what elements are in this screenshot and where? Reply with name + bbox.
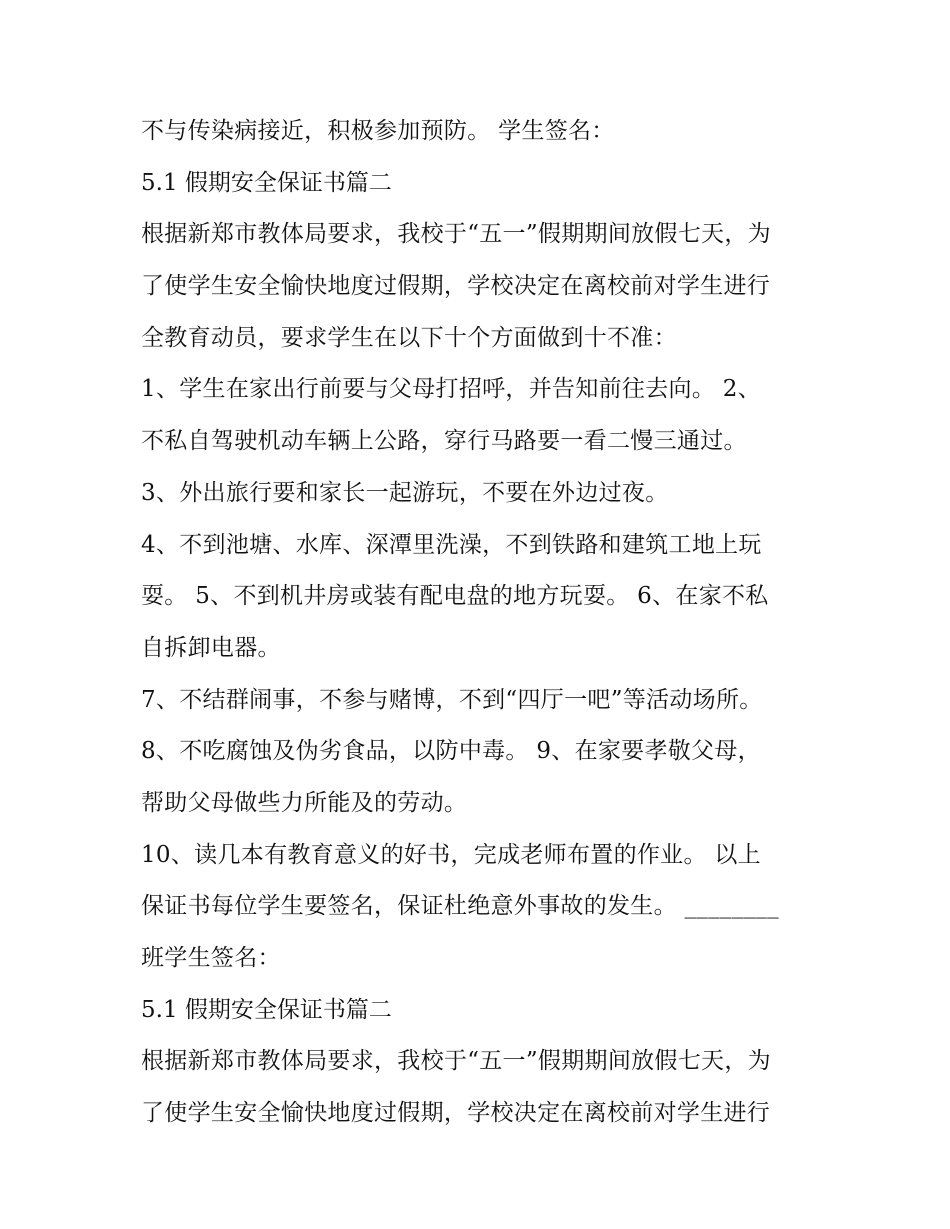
text-line: 根据新郑市教体局要求，我校于“五一”假期期间放假七天，为 — [141, 221, 771, 248]
text-line: 耍。 5、不到机井房或装有配电盘的地方玩耍。 6、在家不私 — [141, 583, 769, 610]
text-line: 根据新郑市教体局要求，我校于“五一”假期期间放假七天，为 — [141, 1048, 771, 1075]
text-line: 了使学生安全愉快地度过假期，学校决定在离校前对学生进行 — [141, 1100, 771, 1127]
section-heading: 5.1 假期安全保证书篇二 — [141, 996, 392, 1023]
text-line: 1、学生在家出行前要与父母打招呼，并告知前往去向。 2、 — [141, 376, 761, 403]
text-line: 自拆卸电器。 — [141, 634, 281, 661]
text-line: 7、不结群闹事，不参与赌博，不到“四厅一吧”等活动场所。 — [141, 686, 763, 713]
text-line: 10、读几本有教育意义的好书，完成老师布置的作业。 以上 — [141, 841, 761, 868]
text-line: 3、外出旅行要和家长一起游玩，不要在外边过夜。 — [141, 479, 669, 506]
text-line: 4、不到池塘、水库、深潭里洗澡，不到铁路和建筑工地上玩 — [141, 531, 762, 558]
text-line: 班学生签名： — [141, 945, 281, 971]
document-body — [141, 106, 821, 1140]
text-line: 保证书每位学生要签名，保证杜绝意外事故的发生。 ________ — [141, 893, 779, 920]
text-line: 全教育动员，要求学生在以下十个方面做到十不准： — [141, 324, 677, 351]
text-line: 不与传染病接近，积极参加预防。 学生签名： — [141, 118, 615, 144]
text-line: 帮助父母做些力所能及的劳动。 — [141, 789, 468, 816]
text-line: 8、不吃腐蚀及伪劣食品，以防中毒。 9、在家要孝敬父母， — [141, 738, 761, 765]
text-line: 不私自驾驶机动车辆上公路，穿行马路要一看二慢三通过。 — [141, 428, 747, 455]
section-heading: 5.1 假期安全保证书篇二 — [141, 169, 392, 196]
text-line: 了使学生安全愉快地度过假期，学校决定在离校前对学生进行 — [141, 273, 771, 300]
